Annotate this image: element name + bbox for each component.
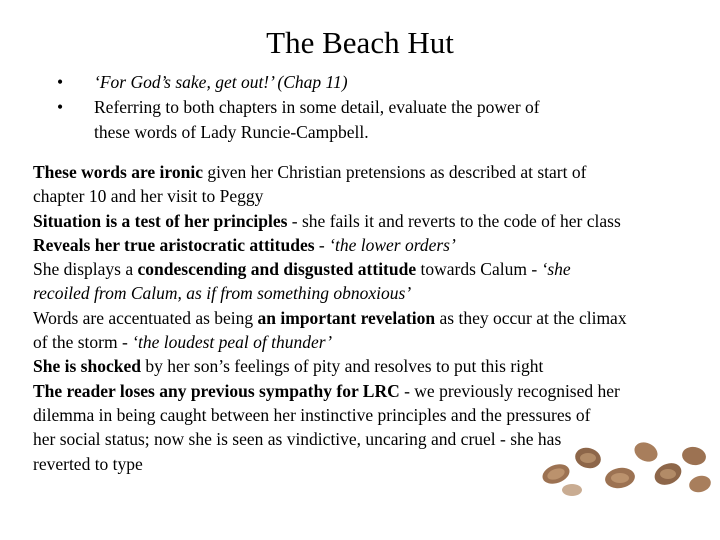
analysis-line bbox=[33, 160, 720, 184]
analysis-line bbox=[33, 209, 720, 233]
text-run: - she fails it and reverts to the code of her class bbox=[287, 210, 621, 231]
text-run: Words are accentuated as being bbox=[33, 307, 258, 328]
slide-title: The Beach Hut bbox=[266, 25, 454, 60]
text-run: as they occur at the climax bbox=[435, 307, 627, 328]
analysis-line bbox=[33, 379, 720, 403]
analysis-line bbox=[33, 354, 720, 378]
bold-phrase: The reader loses any previous sympathy for LRC bbox=[33, 380, 400, 401]
text-run: reverted to type bbox=[33, 453, 143, 474]
text-run: her social status; now she is seen as vindictive, uncaring and cruel - she has bbox=[33, 429, 562, 450]
bullet-quote bbox=[57, 70, 697, 95]
bold-phrase: She is shocked bbox=[33, 356, 141, 377]
bold-phrase: an important revelation bbox=[257, 307, 436, 328]
bullet-task bbox=[57, 95, 697, 120]
analysis-line bbox=[33, 281, 720, 305]
bullet-task-line-2: these words of Lady Runcie-Campbell. bbox=[94, 122, 369, 142]
quote-phrase: ‘the lower orders’ bbox=[329, 234, 456, 255]
analysis-line bbox=[33, 257, 720, 281]
bullet-marker: • bbox=[57, 97, 64, 117]
text-run: - bbox=[314, 234, 330, 255]
bullet-list bbox=[57, 70, 697, 145]
text-run: - we previously recognised her bbox=[399, 380, 620, 401]
text-run: given her Christian pretensions as described at start of bbox=[202, 162, 587, 182]
pine-cones-decoration bbox=[528, 428, 718, 500]
quote-phrase: ‘the loudest peal of thunder’ bbox=[132, 332, 333, 353]
text-run: towards Calum - bbox=[416, 259, 542, 280]
quote-phrase: ‘she bbox=[541, 259, 571, 280]
bold-phrase: condescending and disgusted attitude bbox=[137, 259, 417, 280]
quote-phrase: recoiled from Calum, as if from something obnoxious’ bbox=[33, 283, 412, 304]
analysis-line bbox=[33, 403, 720, 427]
analysis-line bbox=[33, 233, 720, 257]
analysis-line bbox=[33, 330, 720, 354]
bold-phrase: Reveals her true aristocratic attitudes bbox=[33, 234, 315, 255]
bold-phrase: Situation is a test of her principles bbox=[33, 210, 288, 231]
text-run: of the storm - bbox=[33, 332, 133, 353]
bullet-task-cont bbox=[57, 120, 697, 145]
analysis-line bbox=[33, 184, 720, 208]
text-run: chapter 10 and her visit to Peggy bbox=[33, 186, 264, 207]
text-run: by her son’s feelings of pity and resolves to put this right bbox=[140, 356, 544, 377]
bullet-task-line-1: Referring to both chapters in some detail, evaluate the power of bbox=[94, 97, 540, 117]
text-run: She displays a bbox=[33, 259, 138, 280]
bold-phrase: These words are ironic bbox=[33, 162, 203, 182]
analysis-line bbox=[33, 306, 720, 330]
text-run: dilemma in being caught between her instinctive principles and the pressures of bbox=[33, 404, 591, 425]
bullet-quote-text: ‘For God’s sake, get out!’ (Chap 11) bbox=[94, 72, 348, 92]
bullet-marker: • bbox=[57, 72, 64, 92]
